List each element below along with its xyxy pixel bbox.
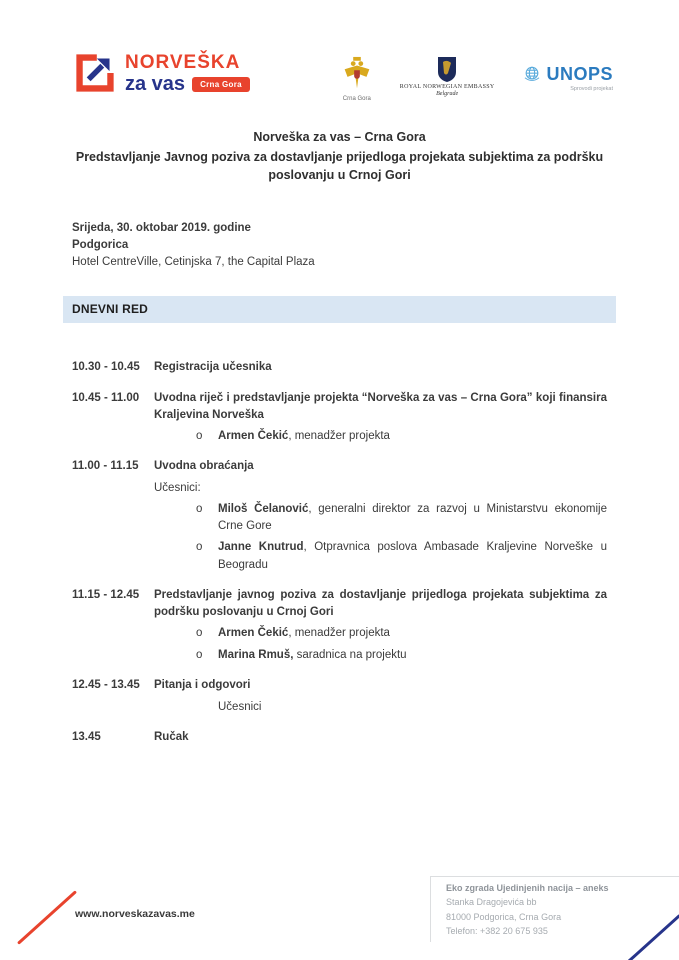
- agenda-title: Ručak: [154, 731, 189, 744]
- brand-name-bottom: za vas: [125, 73, 186, 95]
- agenda-item: [72, 587, 607, 664]
- brand-name-top: NORVEŠKA: [125, 52, 241, 73]
- document-title: [0, 130, 679, 184]
- speaker-role: , Otpravnica poslova Ambasade Kraljevine Norveške u Beogradu: [218, 541, 608, 571]
- unops-wordmark: UNOPS: [546, 64, 613, 84]
- footer-address: [446, 881, 609, 939]
- event-city: Podgorica: [72, 238, 129, 251]
- montenegro-caption: Crna Gora: [342, 96, 371, 102]
- section-header-banner: DNEVNI RED: [63, 296, 616, 323]
- address-line: 81000 Podgorica, Crna Gora: [446, 911, 562, 922]
- speaker-line: [154, 647, 607, 664]
- agenda-title: Uvodna riječ i predstavljanje projekta “Norveška za vas – Crna Gora” koji finansira Kraljevina Norveška: [154, 391, 607, 421]
- norwegian-embassy-logo: [400, 56, 495, 97]
- speaker-name: Armen Čekić: [218, 430, 289, 443]
- speaker-role: , generalni direktor za razvoj u Ministarstvu ekonomije Crne Gore: [218, 502, 607, 533]
- address-line: Eko zgrada Ujedinjenih nacija – aneks: [446, 883, 609, 893]
- brand-arrow-icon: [75, 52, 115, 94]
- agenda-time: 11.15 - 12.45: [72, 588, 140, 601]
- agenda-time: 13.45: [72, 731, 101, 744]
- footer-divider-vertical: [430, 876, 431, 942]
- speaker-name: Miloš Čelanović: [218, 502, 309, 515]
- event-venue: Hotel CentreVille, Cetinjska 7, the Capital Plaza: [72, 255, 315, 268]
- speaker-role: saradnica na projektu: [293, 648, 407, 661]
- speaker-name: Armen Čekić: [218, 627, 289, 640]
- agenda-title: Registracija učesnika: [154, 361, 272, 374]
- embassy-city: Belgrade: [436, 91, 459, 97]
- bullet-marker: [196, 501, 218, 536]
- speaker-role: , menadžer projekta: [288, 627, 390, 640]
- agenda-time: 10.30 - 10.45: [72, 361, 140, 374]
- bullet-marker: [196, 539, 218, 574]
- event-date: Srijeda, 30. oktobar 2019. godine: [72, 222, 251, 235]
- agenda-time: 10.45 - 11.00: [72, 391, 140, 404]
- agenda-item: [72, 729, 607, 746]
- agenda-note: Učesnici: [218, 701, 262, 714]
- unops-caption: Sprovodi projekat: [570, 86, 613, 92]
- brand-text: [125, 52, 250, 94]
- red-diagonal-decoration: [17, 890, 77, 944]
- agenda-title: Predstavljanje javnog poziva za dostavljanje prijedloga projekata subjektima za podršku poslovanju u Crnoj Gori: [154, 588, 607, 619]
- brand-badge: Crna Gora: [192, 77, 250, 92]
- partner-logos: [342, 56, 613, 102]
- agenda-item: [72, 390, 607, 446]
- event-info: [0, 220, 679, 270]
- agenda-title: Pitanja i odgovori: [154, 678, 251, 691]
- title-line2: Predstavljanje Javnog poziva za dostavljanje prijedloga projekata subjektima za podršku poslovanju u Crnoj Gori: [75, 150, 604, 183]
- masthead: [0, 0, 679, 102]
- speaker-name: Janne Knutrud: [218, 541, 304, 554]
- speaker-line: [154, 501, 607, 536]
- address-line: Telefon: +382 20 675 935: [446, 926, 548, 937]
- footer-divider-horizontal: [430, 876, 679, 877]
- address-line: Stanka Dragojevića bb: [446, 897, 537, 908]
- title-line1: Norveška za vas – Crna Gora: [253, 130, 426, 144]
- agenda-item: [72, 458, 607, 574]
- embassy-name: ROYAL NORWEGIAN EMBASSY: [399, 84, 495, 90]
- norwegian-embassy-crest-icon: [436, 56, 458, 82]
- blue-diagonal-decoration: [627, 914, 679, 960]
- unops-globe-icon: [522, 64, 542, 84]
- agenda: [0, 359, 679, 746]
- speaker-line: [154, 625, 607, 642]
- agenda-item: [72, 359, 607, 376]
- norveska-za-vas-logo: [75, 52, 250, 94]
- bullet-marker: [196, 647, 218, 664]
- unops-logo: [522, 56, 613, 92]
- agenda-time: 11.00 - 11.15: [72, 460, 139, 473]
- bullet-marker: [196, 625, 218, 642]
- website-link[interactable]: www.norveskazavas.me: [75, 908, 195, 920]
- montenegro-coat-of-arms-icon: [342, 56, 372, 94]
- agenda-item: [72, 677, 607, 717]
- bullet-marker: [196, 428, 218, 445]
- speaker-line: [154, 539, 607, 574]
- montenegro-logo: [342, 56, 372, 102]
- agenda-time: 12.45 - 13.45: [72, 678, 140, 691]
- speaker-name: Marina Rmuš,: [218, 648, 294, 661]
- agenda-intro: Učesnici:: [154, 481, 201, 494]
- agenda-title: Uvodna obraćanja: [154, 460, 254, 473]
- speaker-line: [154, 428, 607, 445]
- speaker-role: , menadžer projekta: [288, 430, 390, 443]
